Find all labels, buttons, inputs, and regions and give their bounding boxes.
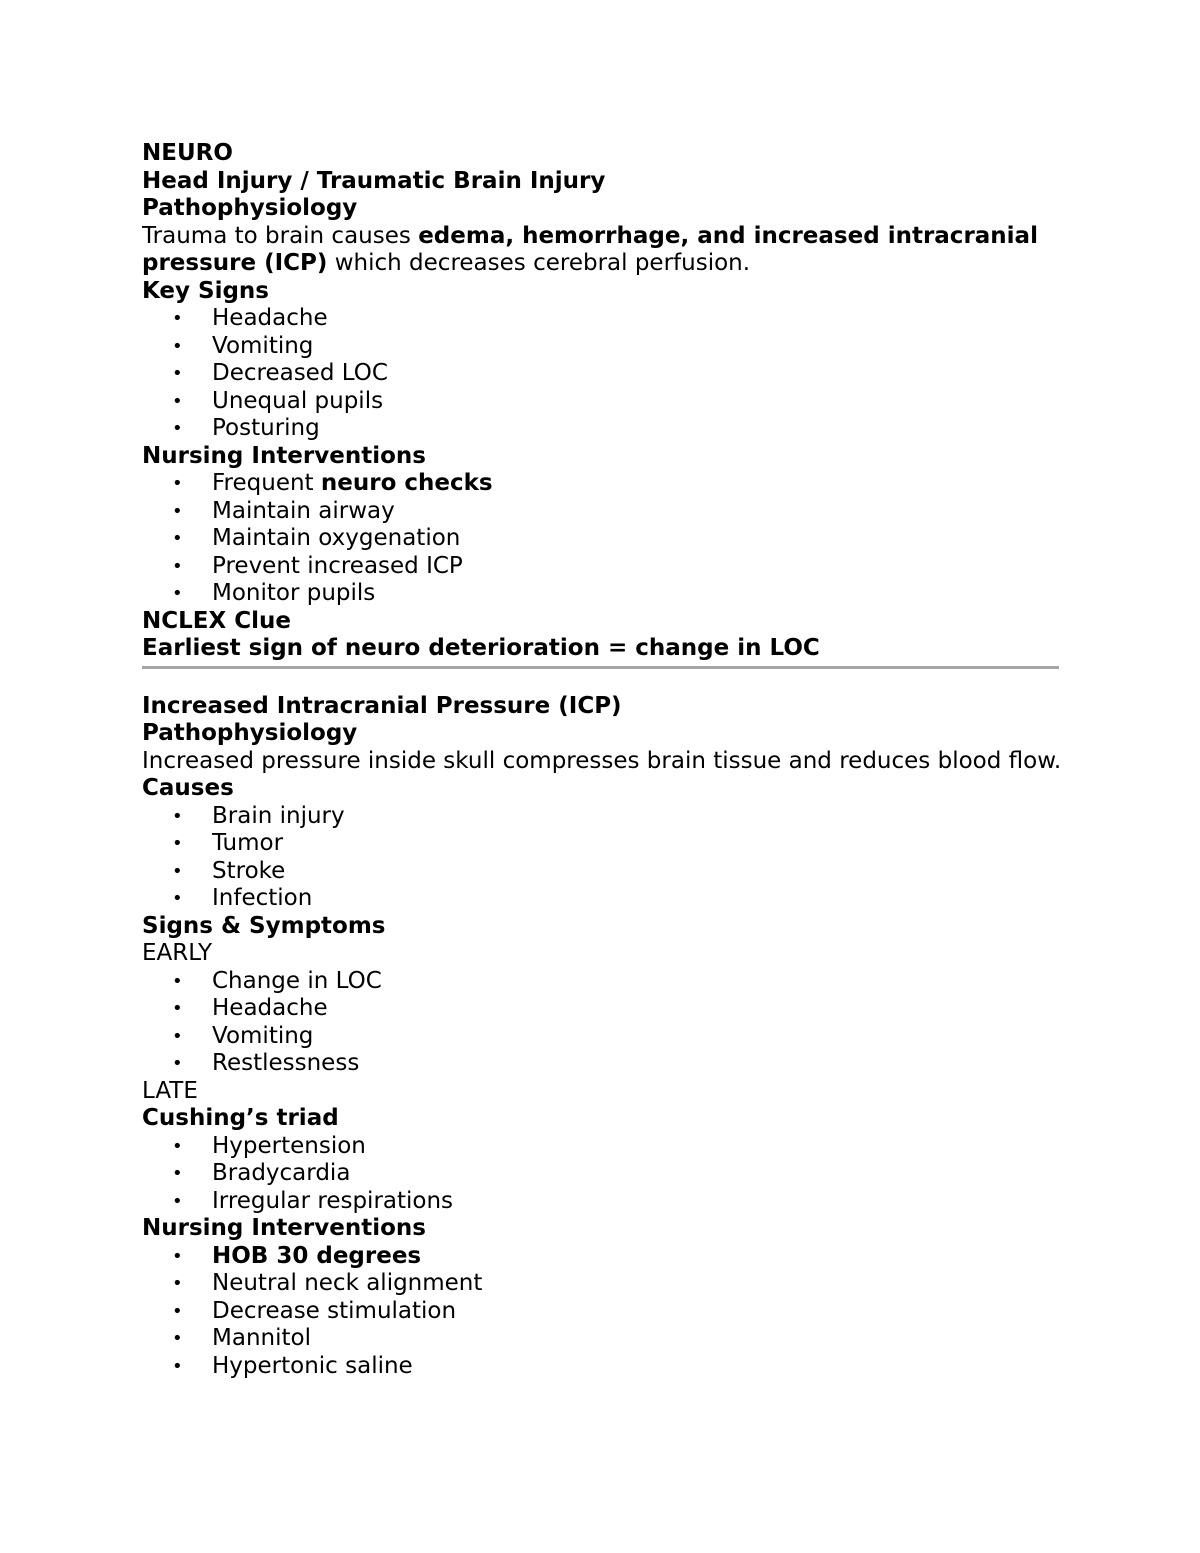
patho-text: which decreases cerebral perfusion. [327, 250, 751, 276]
list-item: • Vomiting [172, 332, 314, 359]
list-item: • Maintain airway [172, 497, 395, 524]
bullet-icon: • [172, 1135, 183, 1157]
list-item: • Decreased LOC [172, 360, 388, 386]
subheading-cushings-triad: Cushing’s triad [142, 1105, 339, 1131]
list-item: • Maintain oxygenation [172, 525, 461, 551]
bullet-icon: • [172, 473, 183, 494]
list-item: • Restlessness [172, 1050, 360, 1076]
interventions-list [142, 470, 1062, 608]
list-item: • Frequent neuro checks [172, 470, 493, 496]
bullet-icon: • [172, 970, 183, 992]
bullet-icon: • [172, 308, 183, 329]
bullet-icon: • [172, 1355, 183, 1377]
list-item: • Neutral neck alignment [172, 1270, 483, 1296]
list-item: • Mannitol [172, 1325, 311, 1351]
list-item: • Prevent increased ICP [172, 552, 463, 579]
list-item: • Tumor [172, 830, 284, 856]
pathophysiology-paragraph [142, 223, 1062, 278]
subheading-pathophysiology: Pathophysiology [142, 720, 358, 746]
bullet-icon: • [172, 1163, 183, 1184]
early-label: EARLY [142, 940, 213, 966]
section-title: Increased Intracranial Pressure (ICP) [142, 692, 622, 719]
list-item: • Hypertonic saline [172, 1352, 413, 1379]
list-item: • Posturing [172, 415, 320, 441]
interventions-list [142, 1243, 1062, 1381]
list-item: • Bradycardia [172, 1160, 351, 1186]
patho-text: Trauma to brain causes [142, 222, 419, 249]
list-item: • Headache [172, 305, 328, 331]
patho-text-bold: edema, hemorrhage, and increased intracranial pressure (ICP) [142, 222, 1038, 276]
list-item: • Stroke [172, 857, 286, 884]
subheading-causes: Causes [142, 775, 234, 801]
causes-list [142, 803, 1062, 913]
pathophysiology-paragraph: Increased pressure inside skull compresses brain tissue and reduces blood flow. [142, 747, 1062, 774]
key-signs-list [142, 305, 1062, 443]
bullet-icon: • [172, 1053, 183, 1074]
early-signs-list [142, 968, 1062, 1078]
subheading-signs-symptoms: Signs & Symptoms [142, 912, 386, 939]
list-item: • Headache [172, 995, 328, 1021]
late-label: LATE [142, 1077, 198, 1104]
bullet-icon: • [172, 390, 183, 412]
list-item: • Irregular respirations [172, 1187, 454, 1214]
bullet-icon: • [172, 335, 183, 357]
bullet-icon: • [172, 363, 183, 384]
bullet-icon: • [172, 1025, 183, 1047]
cushing-list [142, 1133, 1062, 1216]
section-title: Head Injury / Traumatic Brain Injury [142, 167, 606, 194]
bullet-icon: • [172, 1300, 183, 1322]
category-heading: NEURO [142, 140, 233, 166]
bullet-icon: • [172, 418, 183, 439]
bullet-icon: • [172, 583, 183, 604]
bullet-icon: • [172, 833, 183, 854]
bullet-icon: • [172, 1190, 183, 1212]
bullet-icon: • [172, 1245, 183, 1267]
bullet-icon: • [172, 805, 183, 827]
subheading-pathophysiology: Pathophysiology [142, 195, 358, 221]
subheading-interventions: Nursing Interventions [142, 442, 426, 469]
bullet-icon: • [172, 555, 183, 577]
nclex-clue-text: Earliest sign of neuro deterioration = change in LOC [142, 635, 820, 661]
list-item: • Infection [172, 885, 313, 911]
list-item: • Brain injury [172, 802, 345, 829]
bullet-icon: • [172, 1273, 183, 1294]
subheading-nclex-clue: NCLEX Clue [142, 607, 291, 634]
list-item: • Unequal pupils [172, 387, 384, 414]
bullet-icon: • [172, 998, 183, 1019]
bullet-icon: • [172, 1328, 183, 1349]
list-item: • Monitor pupils [172, 580, 376, 606]
section-divider [142, 666, 1059, 669]
list-item: • Hypertension [172, 1132, 366, 1159]
bullet-icon: • [172, 860, 183, 882]
list-item: • Decrease stimulation [172, 1297, 457, 1324]
subheading-interventions: Nursing Interventions [142, 1215, 426, 1241]
subheading-key-signs: Key Signs [142, 277, 269, 304]
bullet-icon: • [172, 528, 183, 549]
list-item: • Vomiting [172, 1022, 314, 1049]
list-item: • HOB 30 degrees [172, 1242, 422, 1269]
bullet-icon: • [172, 500, 183, 522]
document-page [142, 140, 1062, 1380]
list-item: • Change in LOC [172, 967, 382, 994]
bullet-icon: • [172, 888, 183, 909]
